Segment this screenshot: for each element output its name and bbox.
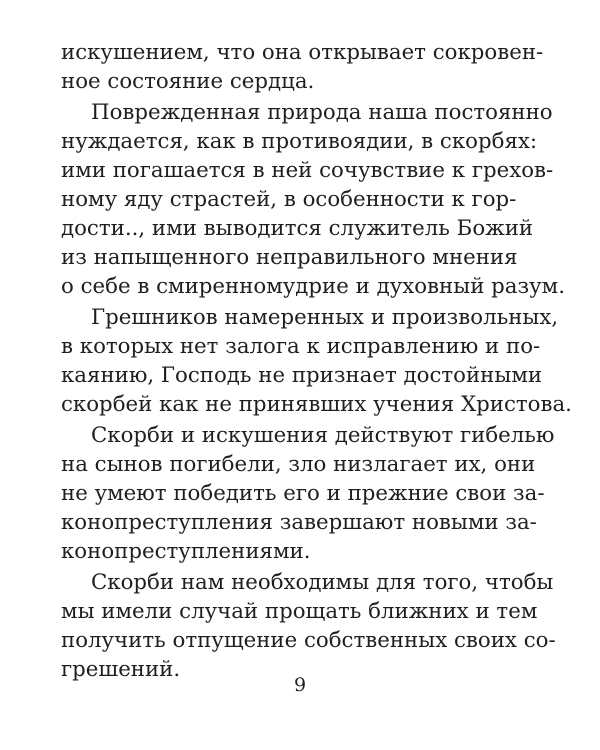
text-line: Грешников намеренных и произвольных, xyxy=(91,305,559,330)
text-line: грешений. xyxy=(61,657,181,682)
text-line: дости.., ими выводится служитель Божий xyxy=(61,216,534,241)
text-line: о себе в смиренномудрие и духовный разум. xyxy=(61,274,565,299)
body-text xyxy=(61,38,572,684)
text-line: конопреступления завершают новыми за- xyxy=(61,510,537,535)
text-line: ими погашается в ней сочувствие к грехов- xyxy=(61,158,554,183)
text-line: каянию, Господь не признает достойными xyxy=(61,363,543,388)
text-line: получить отпущение собственных своих со- xyxy=(61,628,556,653)
text-line: Скорби нам необходимы для того, чтобы xyxy=(91,570,554,595)
page-number: 9 xyxy=(293,674,307,696)
text-line: из напыщенного неправильного мнения xyxy=(61,245,518,270)
text-line: нуждается, как в противоядии, в скорбях: xyxy=(61,129,538,154)
text-line: ное состояние сердца. xyxy=(61,69,315,94)
text-line: на сынов погибели, зло низлагает их, они xyxy=(61,452,536,477)
text-line: конопреступлениями. xyxy=(61,539,311,564)
text-line: Поврежденная природа наша постоянно xyxy=(91,100,553,125)
text-line: искушением, что она открывает сокровен- xyxy=(61,40,544,65)
text-line: скорбей как не принявших учения Христова. xyxy=(61,392,572,417)
text-line: в которых нет залога к исправлению и по- xyxy=(61,334,541,359)
text-line: не умеют победить его и прежние свои за- xyxy=(61,481,545,506)
text-line: ному яду страстей, в особенности к гор- xyxy=(61,187,517,212)
text-line: Скорби и искушения действуют гибелью xyxy=(91,423,555,448)
text-line: мы имели случай прощать ближних и тем xyxy=(61,599,538,624)
